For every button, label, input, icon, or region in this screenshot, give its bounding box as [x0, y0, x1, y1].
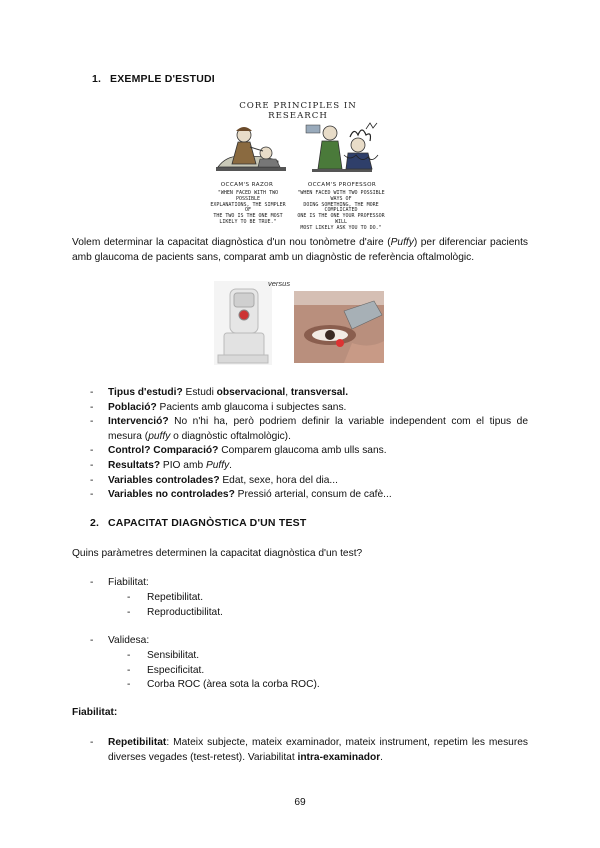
intro-paragraph: Volem determinar la capacitat diagnòstica d'un nou tonòmetre d'aire (Puffy) per diferenciar pacients amb glaucoma de pacients sans, comparat amb un diagnòstic de referència oftalmològic. [72, 237, 528, 263]
cartoon-illustration [208, 101, 388, 231]
left-cartoon-heading: OCCAM'S RAZOR [220, 182, 274, 188]
validesa-group [90, 634, 390, 649]
list-item: - Variables no controlades? Pressió arterial, consum de cafè... [90, 488, 528, 503]
page-number: 69 [294, 797, 306, 808]
list-item: - Resultats? PIO amb Puffy. [90, 459, 528, 474]
list-item: - Intervenció? No n'hi ha, però podriem definir la variable independent com el tipus de mesura (puffy o diagnòstic oftalmològic). [90, 415, 528, 444]
fiabilitat-sublist [127, 591, 427, 620]
section-heading-1: 1. EXEMPLE D'ESTUDI [92, 73, 215, 85]
list-item: - Fiabilitat: [90, 576, 390, 591]
list-item: - Tipus d'estudi? Estudi observacional, transversal. [90, 386, 528, 401]
list-item: - Reproductibilitat. [127, 606, 427, 621]
fiabilitat-group [90, 576, 390, 591]
list-item: - Població? Pacients amb glaucoma i subjectes sans. [90, 401, 528, 416]
left-cartoon-caption: "WHEN FACED WITH TWO POSSIBLE EXPLANATIONS, THE SIMPLER OF THE TWO IS THE ONE MOST LIKELY TO BE TRUE." [210, 190, 286, 225]
list-item: - Especificitat. [127, 664, 447, 679]
list-item: - Validesa: [90, 634, 390, 649]
section-heading-2: 2. CAPACITAT DIAGNÒSTICA D'UN TEST [90, 517, 307, 529]
list-item: - Repetibilitat: Mateix subjecte, mateix examinador, mateix instrument, repetim les mesures diverses vegades (test-retest). Variabilitat intra-examinador. [90, 736, 528, 765]
list-item: - Variables controlades? Edat, sexe, hora del dia... [90, 474, 528, 489]
repetibilitat-list [90, 736, 528, 765]
cartoon-drawing [208, 115, 388, 185]
list-item: - Corba ROC (àrea sota la corba ROC). [127, 678, 447, 693]
cartoon-title: CORE PRINCIPLES IN RESEARCH [239, 101, 357, 121]
versus-label: versus [268, 279, 291, 288]
list-item: - Control? Comparació? Comparem glaucoma amb ulls sans. [90, 444, 528, 459]
right-cartoon-caption: "WHEN FACED WITH TWO POSSIBLE WAYS OF DOING SOMETHING, THE MORE COMPLICATED ONE IS THE ONE YOUR PROFESSOR WILL MOST LIKELY ASK YOU TO DO." [297, 190, 385, 231]
eye-measurement-photo [294, 291, 384, 363]
tonometer-photo [214, 281, 272, 365]
list-item: - Sensibilitat. [127, 649, 447, 664]
validesa-sublist [127, 649, 447, 693]
question-text: Quins paràmetres determinen la capacitat diagnòstica d'un test? [72, 548, 363, 559]
list-item: - Repetibilitat. [127, 591, 427, 606]
right-cartoon-heading: OCCAM'S PROFESSOR [307, 182, 377, 188]
fiabilitat-heading: Fiabilitat: [72, 707, 118, 718]
study-details-list [90, 386, 528, 503]
